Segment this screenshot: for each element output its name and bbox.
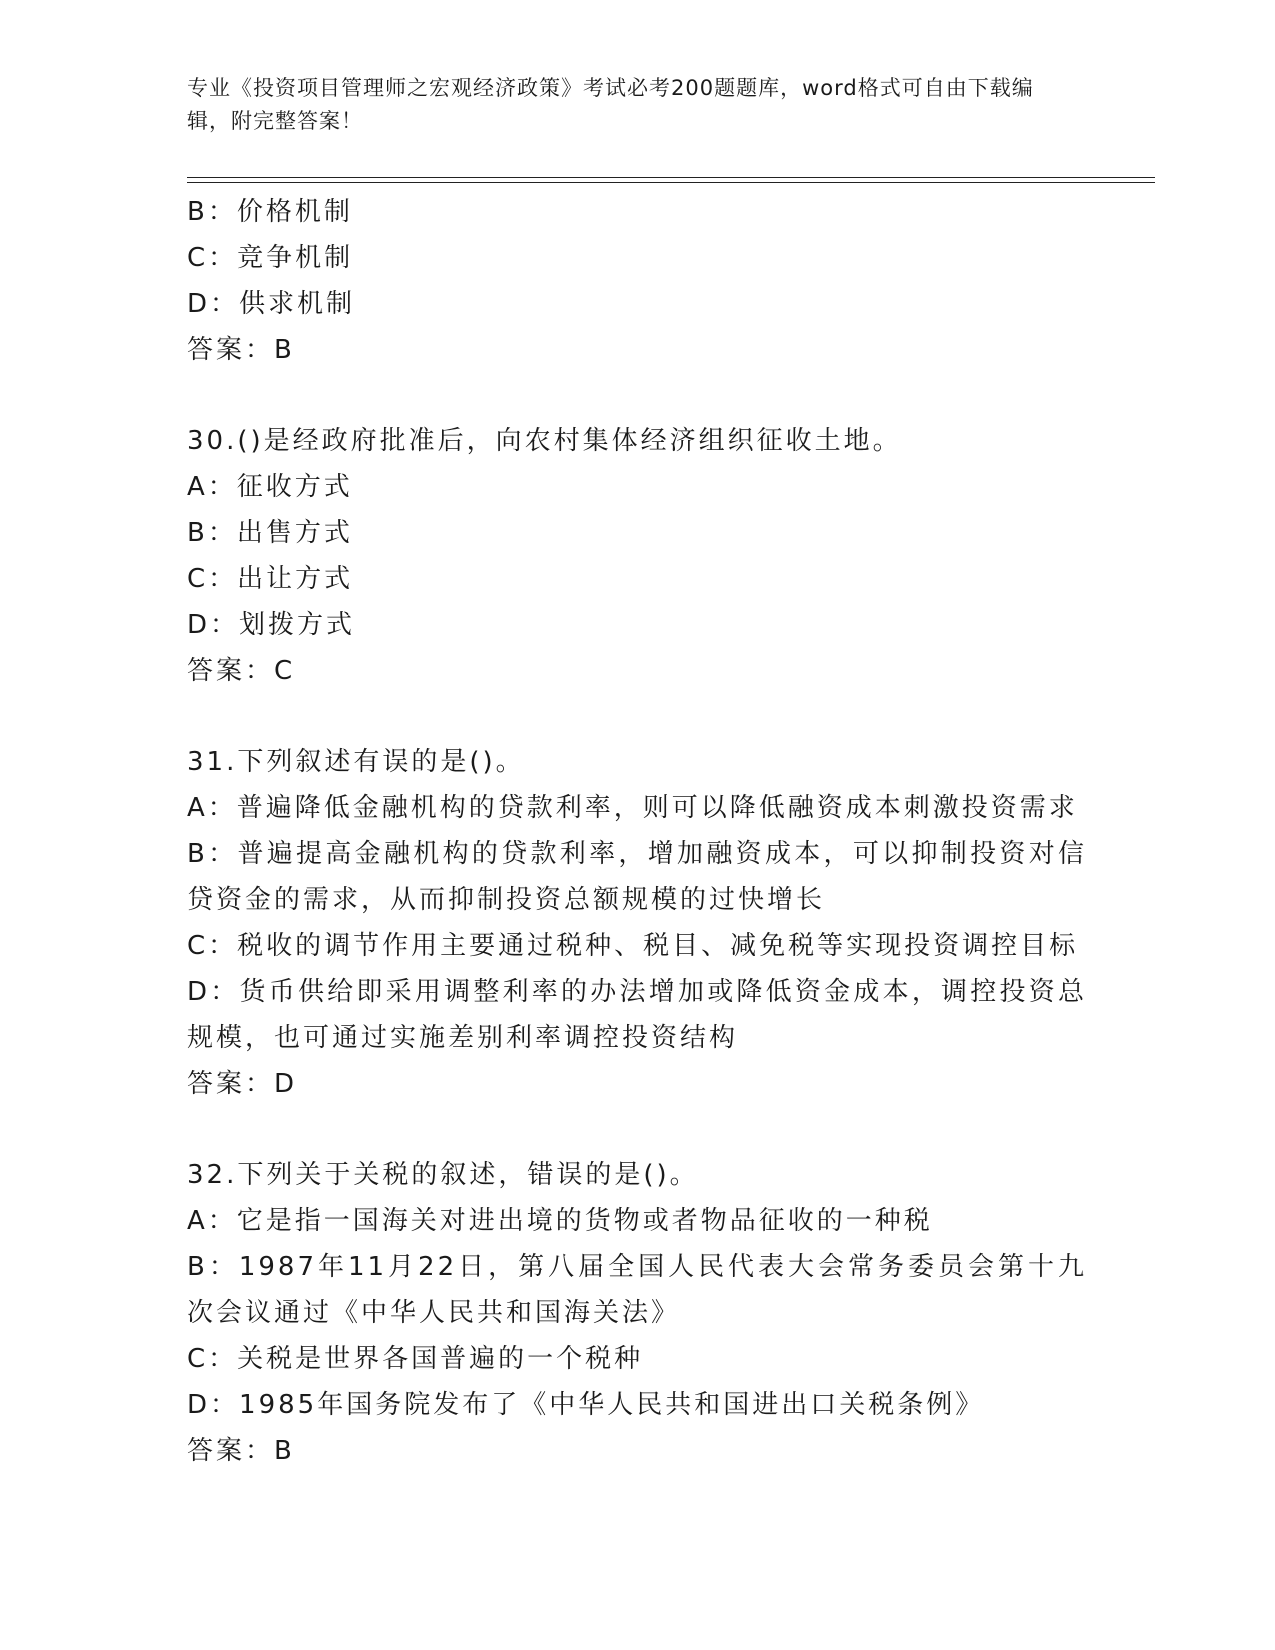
option-c: C：竞争机制 [187,243,354,273]
option-b: B：普遍提高金融机构的贷款利率，增加融资成本，可以抑制投资对信贷资金的需求，从而抑制投资总额规模的过快增长 [187,839,1087,915]
answer-line: 答案：B [187,1436,295,1466]
option-a: A：普遍降低金融机构的贷款利率，则可以降低融资成本刺激投资需求 [187,793,1078,823]
question-stem: 32.下列关于关税的叙述，错误的是()。 [187,1160,699,1190]
question-stem: 30.()是经政府批准后，向农村集体经济组织征收土地。 [187,426,902,456]
option-d: D：划拨方式 [187,610,356,640]
option-a: A：征收方式 [187,472,353,502]
option-b: B：价格机制 [187,197,353,227]
answer-line: 答案：B [187,335,295,365]
option-d: D：1985年国务院发布了《中华人民共和国进出口关税条例》 [187,1390,985,1420]
question-list [187,189,1087,1474]
option-b: B：1987年11月22日，第八届全国人民代表大会常务委员会第十九次会议通过《中华人民共和国海关法》 [187,1252,1087,1328]
option-d: D：供求机制 [187,289,356,319]
option-b: B：出售方式 [187,518,353,548]
option-a: A：它是指一国海关对进出境的货物或者物品征收的一种税 [187,1206,933,1236]
header-title: 专业《投资项目管理师之宏观经济政策》考试必考200题题库，word格式可自由下载编辑，附完整答案！ [187,76,1034,133]
option-c: C：关税是世界各国普遍的一个税种 [187,1344,644,1374]
question-block-31 [187,739,1087,1107]
header-rule-top [187,177,1155,178]
answer-line: 答案：C [187,656,296,686]
page-header [187,72,1067,138]
question-stem: 31.下列叙述有误的是()。 [187,747,525,777]
question-block-30 [187,418,1087,694]
option-c: C：出让方式 [187,564,354,594]
option-c: C：税收的调节作用主要通过税种、税目、减免税等实现投资调控目标 [187,931,1079,961]
header-rule-bottom [187,182,1155,183]
question-block-29 [187,189,1087,373]
question-block-32 [187,1152,1087,1474]
answer-line: 答案：D [187,1069,298,1099]
option-d: D：货币供给即采用调整利率的办法增加或降低资金成本，调控投资总规模，也可通过实施差别利率调控投资结构 [187,977,1087,1053]
